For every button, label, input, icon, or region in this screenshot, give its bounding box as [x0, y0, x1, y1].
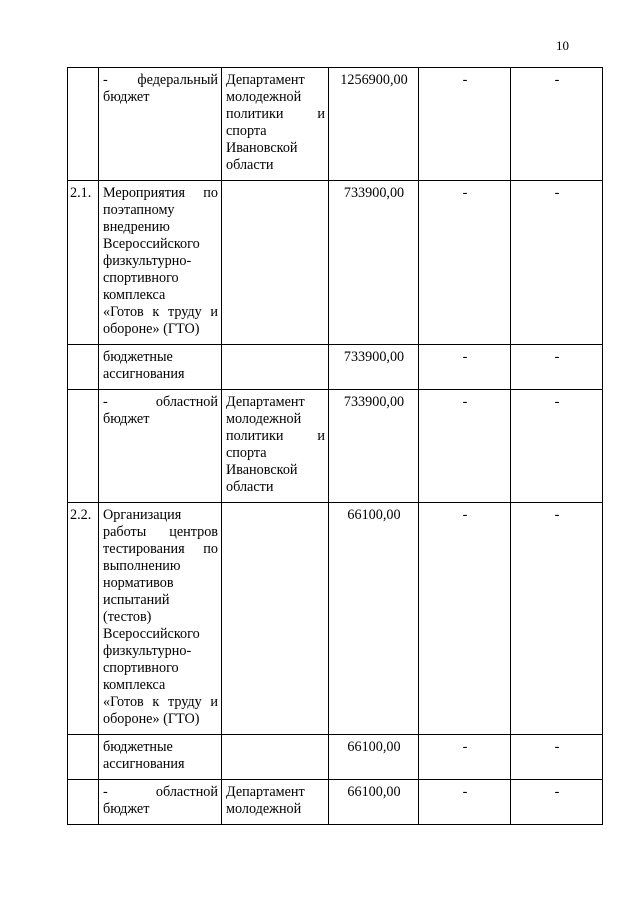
- activity-name-cell: [99, 390, 222, 503]
- executor-cell-line: Департамент: [226, 784, 305, 800]
- activity-name-cell-line: бюджет: [103, 801, 150, 817]
- activity-name-cell: [99, 780, 222, 825]
- executor-cell: [222, 181, 329, 345]
- item-number-cell: [68, 345, 99, 390]
- activity-name-cell: [99, 181, 222, 345]
- executor-cell-line: Ивановской: [226, 462, 298, 478]
- item-number-cell: [68, 68, 99, 181]
- item-number-cell: 2.2.: [68, 503, 99, 735]
- item-number-cell: [68, 735, 99, 780]
- executor-cell-line: политики и: [226, 428, 325, 444]
- table-row: [68, 503, 603, 735]
- item-number-cell: [68, 780, 99, 825]
- activity-name-cell-line: - федеральный: [103, 72, 218, 88]
- table-row: [68, 345, 603, 390]
- year2-amount-cell: -: [419, 503, 511, 735]
- activity-name-cell-line: комплекса: [103, 677, 166, 693]
- activity-name-cell: [99, 68, 222, 181]
- activity-name-cell-line: нормативов: [103, 575, 174, 591]
- year3-amount-cell: -: [511, 68, 603, 181]
- activity-name-cell-line: «Готов к труду и: [103, 304, 218, 320]
- amount-cell: 66100,00: [329, 503, 419, 735]
- item-number-cell: 2.1.: [68, 181, 99, 345]
- executor-cell-line: Ивановской: [226, 140, 298, 156]
- table-row: [68, 735, 603, 780]
- executor-cell-line: Департамент: [226, 72, 305, 88]
- activity-name-cell-line: выполнению: [103, 558, 181, 574]
- year3-amount-cell: -: [511, 735, 603, 780]
- executor-cell: [222, 780, 329, 825]
- year2-amount-cell: -: [419, 735, 511, 780]
- activity-name-cell-line: Мероприятия по: [103, 185, 218, 201]
- activity-name-cell-line: обороне» (ГТО): [103, 711, 200, 727]
- activity-name-cell: [99, 735, 222, 780]
- activity-name-cell-line: испытаний: [103, 592, 170, 608]
- activity-name-cell-line: Всероссийского: [103, 236, 200, 252]
- activity-name-cell-line: физкультурно-: [103, 253, 192, 269]
- activity-name-cell-line: бюджетные: [103, 739, 173, 755]
- year3-amount-cell: -: [511, 390, 603, 503]
- executor-cell: [222, 68, 329, 181]
- table-row: [68, 68, 603, 181]
- executor-cell: [222, 345, 329, 390]
- amount-cell: 66100,00: [329, 780, 419, 825]
- activity-name-cell-line: - областной: [103, 394, 218, 410]
- executor-cell-line: области: [226, 157, 274, 173]
- executor-cell: [222, 503, 329, 735]
- activity-name-cell-line: тестирования по: [103, 541, 218, 557]
- activity-name-cell-line: Организация: [103, 507, 182, 523]
- activity-name-cell-line: работы центров: [103, 524, 218, 540]
- activity-name-cell-line: внедрению: [103, 219, 170, 235]
- amount-cell: 66100,00: [329, 735, 419, 780]
- table-row: [68, 390, 603, 503]
- executor-cell: [222, 735, 329, 780]
- executor-cell-line: молодежной: [226, 89, 302, 105]
- year2-amount-cell: -: [419, 390, 511, 503]
- executor-cell-line: Департамент: [226, 394, 305, 410]
- activity-name-cell-line: поэтапному: [103, 202, 175, 218]
- activity-name-cell-line: ассигнования: [103, 366, 185, 382]
- amount-cell: 733900,00: [329, 345, 419, 390]
- table-row: [68, 780, 603, 825]
- activity-name-cell-line: «Готов к труду и: [103, 694, 218, 710]
- activity-name-cell-line: Всероссийского: [103, 626, 200, 642]
- activity-name-cell-line: физкультурно-: [103, 643, 192, 659]
- amount-cell: 1256900,00: [329, 68, 419, 181]
- year3-amount-cell: -: [511, 780, 603, 825]
- table-row: [68, 181, 603, 345]
- amount-cell: 733900,00: [329, 390, 419, 503]
- executor-cell-line: молодежной: [226, 801, 302, 817]
- activity-name-cell-line: - областной: [103, 784, 218, 800]
- activity-name-cell-line: комплекса: [103, 287, 166, 303]
- executor-cell: [222, 390, 329, 503]
- activity-name-cell-line: спортивного: [103, 270, 179, 286]
- item-number-cell: [68, 390, 99, 503]
- activity-name-cell-line: ассигнования: [103, 756, 185, 772]
- activity-name-cell-line: обороне» (ГТО): [103, 321, 200, 337]
- year2-amount-cell: -: [419, 780, 511, 825]
- activity-name-cell-line: спортивного: [103, 660, 179, 676]
- activity-name-cell-line: (тестов): [103, 609, 152, 625]
- executor-cell-line: области: [226, 479, 274, 495]
- funding-table: [67, 67, 603, 825]
- activity-name-cell-line: бюджет: [103, 89, 150, 105]
- activity-name-cell-line: бюджет: [103, 411, 150, 427]
- year2-amount-cell: -: [419, 345, 511, 390]
- page-number: 10: [556, 38, 569, 53]
- year3-amount-cell: -: [511, 345, 603, 390]
- year3-amount-cell: -: [511, 181, 603, 345]
- activity-name-cell: [99, 503, 222, 735]
- amount-cell: 733900,00: [329, 181, 419, 345]
- year2-amount-cell: -: [419, 68, 511, 181]
- activity-name-cell: [99, 345, 222, 390]
- year2-amount-cell: -: [419, 181, 511, 345]
- executor-cell-line: политики и: [226, 106, 325, 122]
- table-body: [68, 68, 603, 825]
- year3-amount-cell: -: [511, 503, 603, 735]
- executor-cell-line: спорта: [226, 123, 267, 139]
- activity-name-cell-line: бюджетные: [103, 349, 173, 365]
- executor-cell-line: спорта: [226, 445, 267, 461]
- executor-cell-line: молодежной: [226, 411, 302, 427]
